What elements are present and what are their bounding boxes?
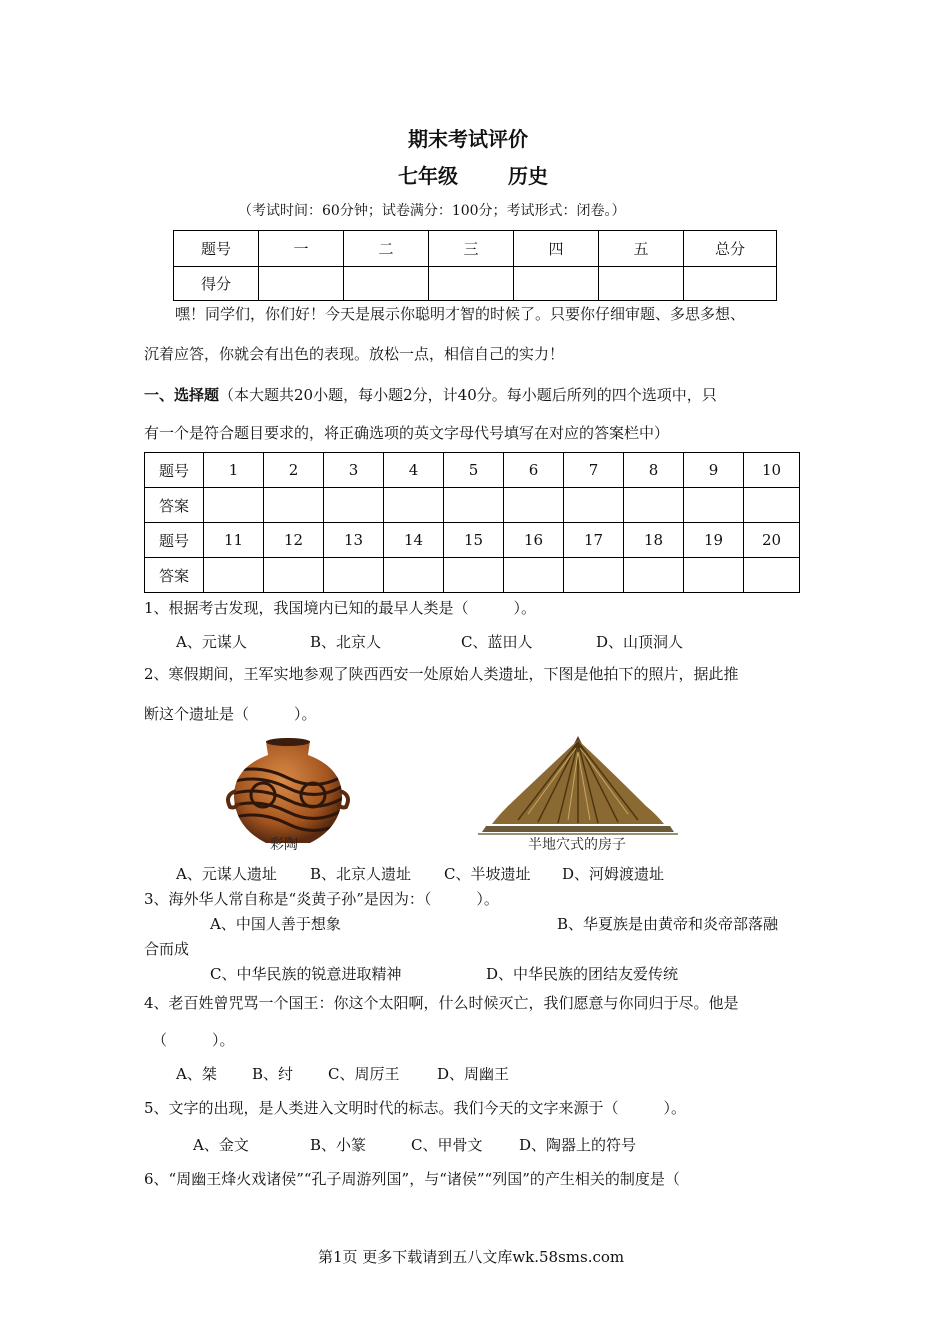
question-3: 3、海外华人常自称是“炎黄子孙”是因为：（ ）。: [144, 890, 499, 908]
score-cell[interactable]: [344, 267, 429, 301]
q3-option-d: D、中华民族的团结友爱传统: [486, 965, 679, 983]
score-header-cell: 一: [259, 231, 344, 267]
semi-subterranean-house-image: [478, 728, 678, 848]
subject-label: 历史: [508, 164, 548, 188]
page-footer: 第1页 更多下载请到五八文库wk.58sms.com: [318, 1248, 625, 1266]
q5-option-d: D、陶器上的符号: [519, 1136, 637, 1154]
answer-num: 7: [564, 453, 624, 488]
answer-a-label: 答案: [145, 558, 204, 593]
q2-option-c: C、半坡遗址: [444, 865, 531, 883]
intro-line-1: 嘿！同学们，你们好！今天是展示你聪明才智的时候了。只要你仔细审题、多思多想、: [175, 305, 746, 323]
answer-q-label: 题号: [145, 453, 204, 488]
answer-table: [144, 452, 800, 593]
answer-num: 6: [504, 453, 564, 488]
answer-cell[interactable]: [564, 558, 624, 593]
q1-option-d: D、山顶洞人: [596, 633, 684, 651]
answer-num: 11: [204, 523, 264, 558]
q1-option-c: C、蓝田人: [461, 633, 533, 651]
answer-num: 5: [444, 453, 504, 488]
score-cell[interactable]: [429, 267, 514, 301]
score-cell[interactable]: [684, 267, 777, 301]
question-5: 5、文字的出现，是人类进入文明时代的标志。我们今天的文字来源于（ ）。: [144, 1099, 687, 1117]
q5-option-c: C、甲骨文: [411, 1136, 483, 1154]
section-title: 一、选择题: [144, 386, 220, 404]
grade-label: 七年级: [398, 164, 458, 188]
answer-cell[interactable]: [504, 488, 564, 523]
q4-option-d: D、周幽王: [437, 1065, 510, 1083]
score-header-cell: 题号: [174, 231, 259, 267]
q2-option-a: A、元谋人遗址: [176, 865, 277, 883]
answer-num: 8: [624, 453, 684, 488]
answer-cell[interactable]: [684, 488, 744, 523]
score-header-cell: 五: [599, 231, 684, 267]
q3-option-b-cont: 合而成: [144, 940, 190, 958]
answer-cell[interactable]: [624, 558, 684, 593]
answer-q-label: 题号: [145, 523, 204, 558]
q3-option-c: C、中华民族的锐意进取精神: [210, 965, 402, 983]
house-caption: 半地穴式的房子: [528, 837, 626, 853]
score-table: [173, 230, 777, 301]
section-desc-2: 有一个是符合题目要求的，将正确选项的英文字母代号填写在对应的答案栏中）: [144, 424, 670, 442]
answer-num: 4: [384, 453, 444, 488]
score-header-cell: 四: [514, 231, 599, 267]
score-header-cell: 三: [429, 231, 514, 267]
question-4-line-2: （ ）。: [152, 1031, 235, 1049]
answer-num: 15: [444, 523, 504, 558]
answer-num: 13: [324, 523, 384, 558]
answer-cell[interactable]: [684, 558, 744, 593]
exam-info: （考试时间：60分钟；试卷满分：100分；考试形式：闭卷。）: [238, 203, 626, 219]
answer-cell[interactable]: [744, 488, 800, 523]
answer-cell[interactable]: [624, 488, 684, 523]
q5-option-b: B、小篆: [310, 1136, 367, 1154]
q4-option-a: A、桀: [176, 1065, 217, 1083]
section-desc: （本大题共20小题，每小题2分，计40分。每小题后所列的四个选项中，只: [219, 386, 717, 404]
question-4-line-1: 4、老百姓曾咒骂一个国王：你这个太阳啊，什么时候灭亡，我们愿意与你同归于尽。他是: [144, 994, 739, 1012]
answer-num: 12: [264, 523, 324, 558]
answer-cell[interactable]: [444, 488, 504, 523]
page-title: 期末考试评价: [408, 127, 528, 151]
answer-cell[interactable]: [204, 558, 264, 593]
q3-option-b: B、华夏族是由黄帝和炎帝部落融: [557, 915, 779, 933]
answer-num: 2: [264, 453, 324, 488]
q4-option-c: C、周厉王: [328, 1065, 400, 1083]
q3-option-a: A、中国人善于想象: [210, 915, 341, 933]
q5-option-a: A、金文: [193, 1136, 249, 1154]
answer-a-label: 答案: [145, 488, 204, 523]
answer-num: 14: [384, 523, 444, 558]
answer-num: 3: [324, 453, 384, 488]
answer-num: 19: [684, 523, 744, 558]
q2-option-d: D、河姆渡遗址: [562, 865, 665, 883]
answer-cell[interactable]: [204, 488, 264, 523]
question-2-line-2: 断这个遗址是（ ）。: [144, 705, 317, 723]
section-heading: [144, 384, 717, 405]
answer-num: 20: [744, 523, 800, 558]
score-cell[interactable]: [259, 267, 344, 301]
q2-option-b: B、北京人遗址: [310, 865, 412, 883]
answer-cell[interactable]: [264, 488, 324, 523]
answer-cell[interactable]: [564, 488, 624, 523]
score-cell[interactable]: [514, 267, 599, 301]
answer-cell[interactable]: [264, 558, 324, 593]
answer-num: 17: [564, 523, 624, 558]
answer-cell[interactable]: [504, 558, 564, 593]
answer-cell[interactable]: [324, 558, 384, 593]
answer-cell[interactable]: [384, 558, 444, 593]
answer-num: 1: [204, 453, 264, 488]
question-1: 1、根据考古发现，我国境内已知的最早人类是（ ）。: [144, 599, 537, 617]
score-header-cell: 总分: [684, 231, 777, 267]
q1-option-a: A、元谋人: [176, 633, 247, 651]
answer-cell[interactable]: [384, 488, 444, 523]
score-cell[interactable]: [599, 267, 684, 301]
answer-num: 10: [744, 453, 800, 488]
answer-num: 18: [624, 523, 684, 558]
score-row-label: 得分: [174, 267, 259, 301]
answer-cell[interactable]: [444, 558, 504, 593]
intro-line-2: 沉着应答，你就会有出色的表现。放松一点，相信自己的实力！: [144, 345, 565, 363]
answer-cell[interactable]: [324, 488, 384, 523]
answer-num: 16: [504, 523, 564, 558]
pottery-caption: 彩陶: [270, 837, 298, 853]
q1-option-b: B、北京人: [310, 633, 382, 651]
question-2-line-1: 2、寒假期间，王军实地参观了陕西西安一处原始人类遗址，下图是他拍下的照片，据此推: [144, 665, 739, 683]
question-6: 6、“周幽王烽火戏诸侯”“孔子周游列国”，与“诸侯”“列国”的产生相关的制度是（: [144, 1170, 680, 1188]
answer-num: 9: [684, 453, 744, 488]
answer-cell[interactable]: [744, 558, 800, 593]
q4-option-b: B、纣: [252, 1065, 294, 1083]
score-header-cell: 二: [344, 231, 429, 267]
